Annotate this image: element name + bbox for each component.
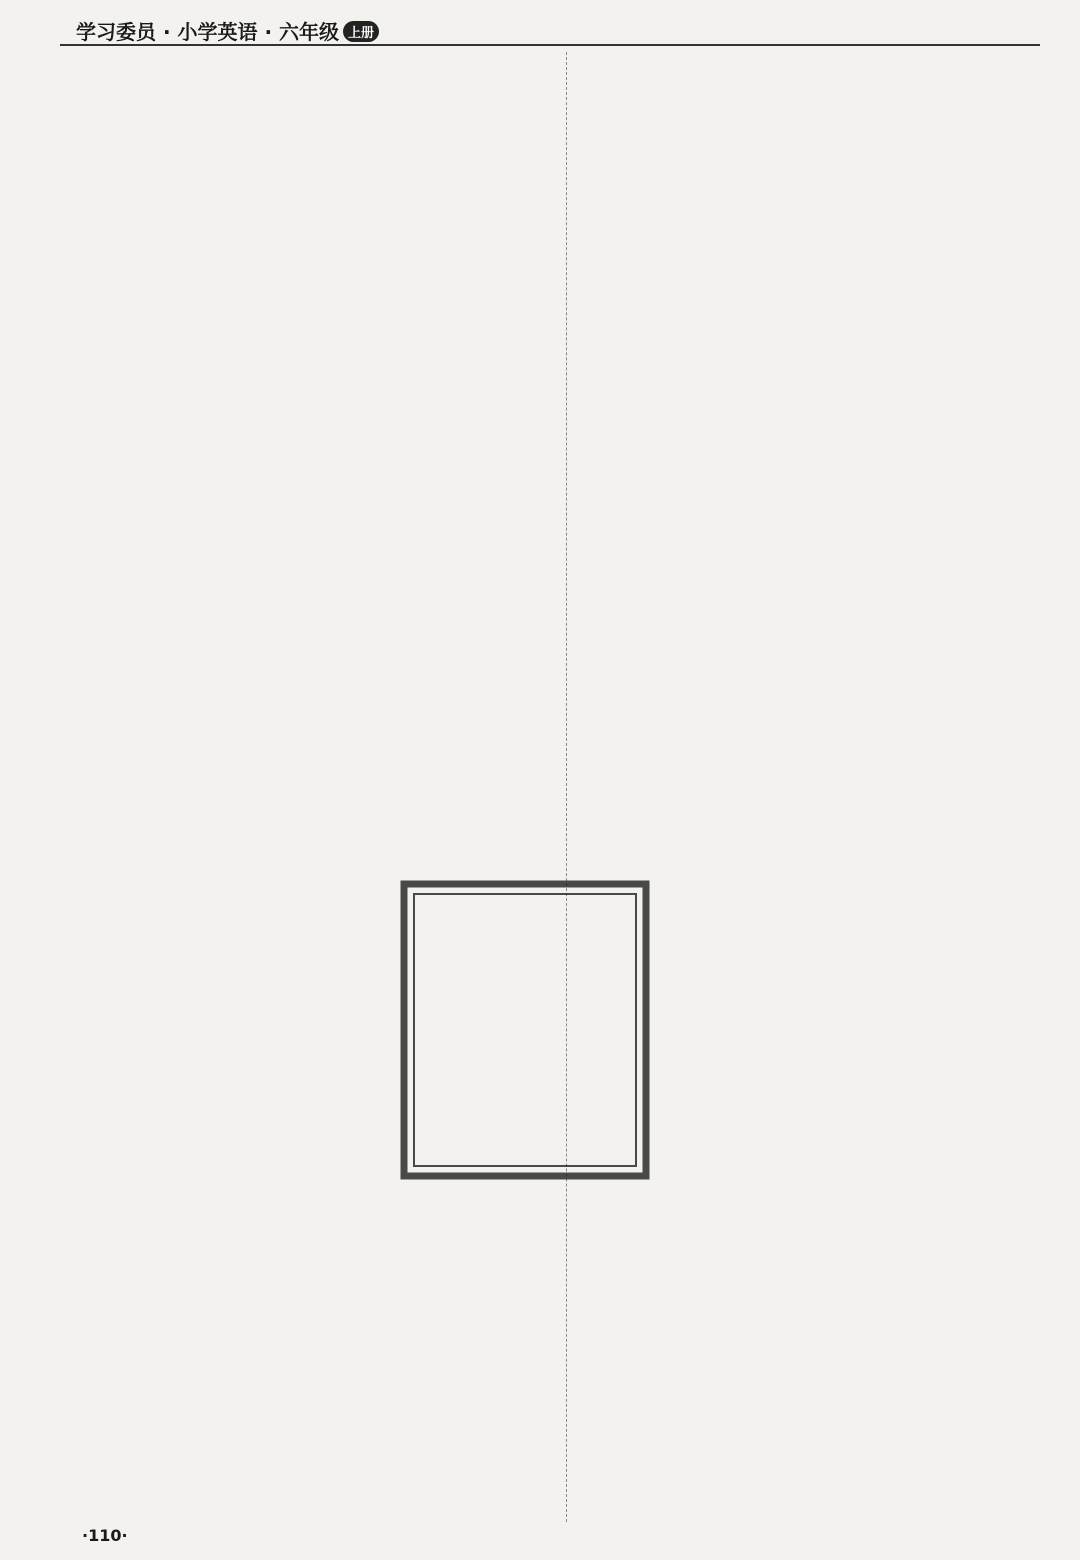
left-column [76,52,562,1520]
watermark-logo [900,1478,1070,1554]
book-title: 学习委员 · 小学英语 · 六年级 上册 [76,16,379,45]
page-header [60,14,1040,46]
right-column [572,52,1058,1520]
stamp-logo [400,880,650,1180]
volume-badge: 上册 [343,21,379,42]
page-number: ·110· [82,1526,128,1545]
column-divider [566,52,567,1522]
